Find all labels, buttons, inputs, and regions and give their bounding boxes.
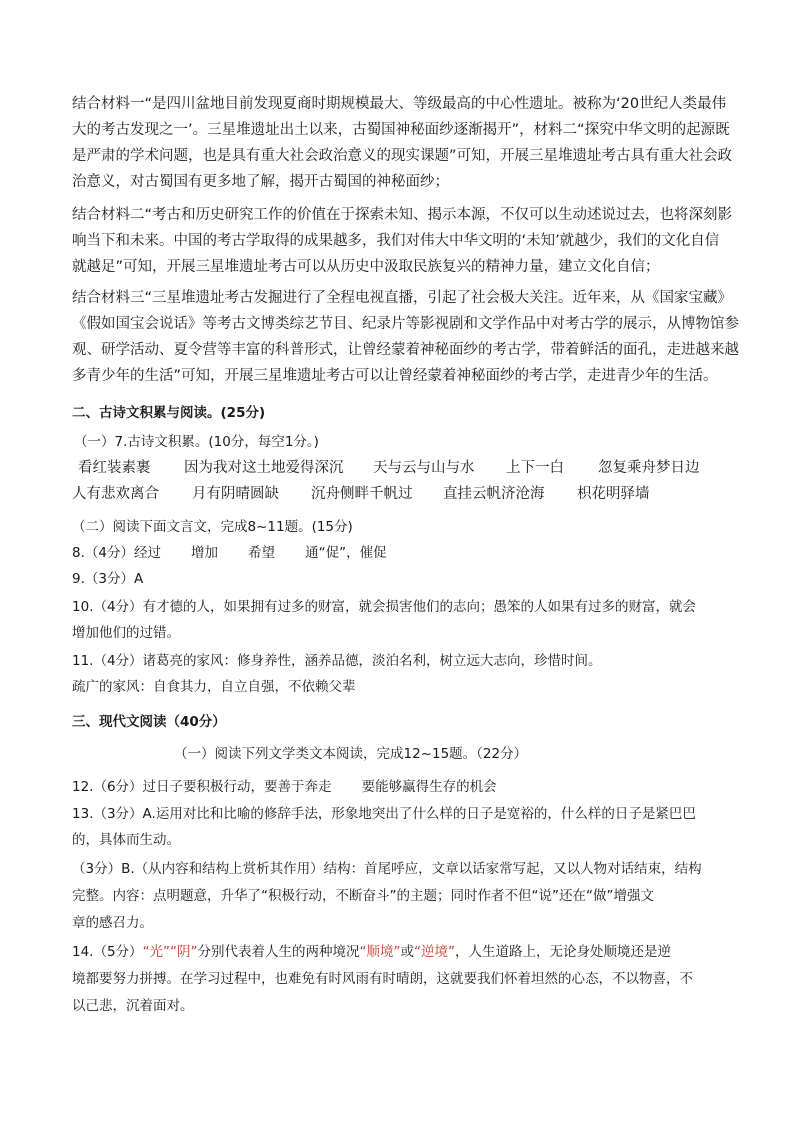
q7-answer: 直挂云帆济沧海	[443, 486, 545, 502]
material2-line-1: 结合材料二“考古和历史研究工作的价值在于探索未知、揭示本源，不仅可以生动述说过去，也将深刻影	[72, 207, 733, 223]
material3-line-1: 结合材料三“三星堆遗址考古发掘进行了全程电视直播，引起了社会极大关注。近年来，从《国家宝藏》	[72, 290, 733, 306]
q14-text: 分别代表着人生的两种境况	[197, 944, 360, 960]
material3-line-2: 《假如国宝会说话》等考古文博类综艺节目、纪录片等影视剧和文学作品中对考古学的展示，从博物馆参	[72, 316, 739, 332]
q14-number: 14.（5分）	[72, 944, 143, 960]
q14-text: ，人生道路上，无论身处顺境还是逆	[455, 944, 672, 960]
q13b-line-1: （3分）B.（从内容和结构上赏析其作用）结构：首尾呼应，文章以话家常写起，又以人物对话结束，结构	[72, 861, 702, 877]
q13a-line-2: 的，具体而生动。	[72, 832, 180, 848]
q13b-line-2: 完整。内容：点明题意，升华了“积极行动，不断奋斗”的主题；同时作者不但“说”还在“做”增强文	[72, 888, 654, 904]
q9-answer: 9.（3分）A	[72, 571, 144, 587]
material2-line-3: 就越足”可知，开展三星堆遗址考古可以从历史中汲取民族复兴的精神力量，建立文化自信；	[72, 259, 660, 275]
material1-line-3: 是严肃的学术问题，也是具有重大社会政治意义的现实课题”可知，开展三星堆遗址考古具有重大社会政	[72, 148, 733, 164]
material1-line-2: 大的考古发现之一’。三星堆遗址出土以来，古蜀国神秘面纱逐渐揭开”，材料二“探究中华文明的起源既	[72, 122, 730, 138]
q14-text: 或	[400, 944, 415, 960]
q7-answer: 沉舟侧畔千帆过	[311, 486, 413, 502]
q7-answer: 忽复乘舟梦日边	[598, 460, 700, 476]
material1-line-1: 结合材料一“是四川盆地目前发现夏商时期规模最大、等级最高的中心性遗址。被称为‘20世纪人类最伟	[72, 96, 727, 112]
q14-highlight-nijing: “逆境”	[414, 944, 456, 960]
q7-answer: 天与云与山与水	[373, 460, 475, 476]
q7-answer: 枳花明驿墙	[577, 486, 650, 502]
sub1-heading: （一）阅读下列文学类文本阅读，完成12~15题。（22分）	[174, 746, 528, 762]
section2-heading: 二、古诗文积累与阅读。(25分)	[72, 405, 266, 421]
q7-answer: 看红装素裹	[78, 460, 151, 476]
q13b-line-3: 章的感召力。	[72, 915, 153, 931]
q14-highlight-shunjing: “顺境”	[359, 944, 401, 960]
sub2-heading: （二）阅读下面文言文，完成8~11题。(15分)	[72, 519, 353, 535]
q14-line-2: 境都要努力拼搏。在学习过程中，也难免有时风雨有时晴朗，这就要我们怀着坦然的心态，不以物喜，不	[72, 971, 693, 987]
q7-heading: （一）7.古诗文积累。(10分，每空1分。)	[74, 434, 319, 450]
q7-answer: 人有悲欢离合	[72, 486, 159, 502]
q10-line-2: 增加他们的过错。	[72, 625, 180, 641]
q11-line-2: 疏广的家风：自食其力，自立自强，不依赖父辈	[72, 679, 356, 695]
material3-line-4: 多青少年的生活”可知，开展三星堆遗址考古可以让曾经蒙着神秘面纱的考古学，走进青少年的生活。	[72, 368, 718, 384]
q12-answer: 12.（6分）过日子要积极行动，要善于奔走 要能够赢得生存的机会	[72, 779, 497, 795]
section3-heading: 三、现代文阅读（40分）	[72, 714, 226, 730]
q7-answer: 月有阴晴圆缺	[192, 486, 279, 502]
q14-line-1	[72, 942, 732, 962]
q8-answer: 8.（4分）经过 增加 希望 通“促”，催促	[72, 545, 387, 561]
q7-answer: 上下一白	[506, 460, 564, 476]
material3-line-3: 观、研学活动、夏令营等丰富的科普形式，让曾经蒙着神秘面纱的考古学，带着鲜活的面孔，走进越来越	[72, 342, 739, 358]
q14-line-3: 以己悲，沉着面对。	[72, 998, 194, 1014]
q13a-line-1: 13.（3分）A.运用对比和比喻的修辞手法，形象地突出了什么样的日子是宽裕的，什么样的日子是紧巴巴	[72, 806, 696, 822]
material1-line-4: 治意义，对古蜀国有更多地了解，揭开古蜀国的神秘面纱；	[72, 174, 449, 190]
q10-line-1: 10.（4分）有才德的人，如果拥有过多的财富，就会损害他们的志向；愚笨的人如果有过多的财富，就会	[72, 599, 697, 615]
q11-line-1: 11.（4分）诸葛亮的家风：修身养性，涵养品德，淡泊名利，树立远大志向，珍惜时间。	[72, 653, 602, 669]
q7-answer: 因为我对这土地爱得深沉	[184, 460, 344, 476]
material2-line-2: 响当下和未来。中国的考古学取得的成果越多，我们对伟大中华文明的‘未知’就越少，我们的文化自信	[72, 233, 720, 249]
q14-highlight-guangyin: “光”“阴”	[142, 944, 198, 960]
